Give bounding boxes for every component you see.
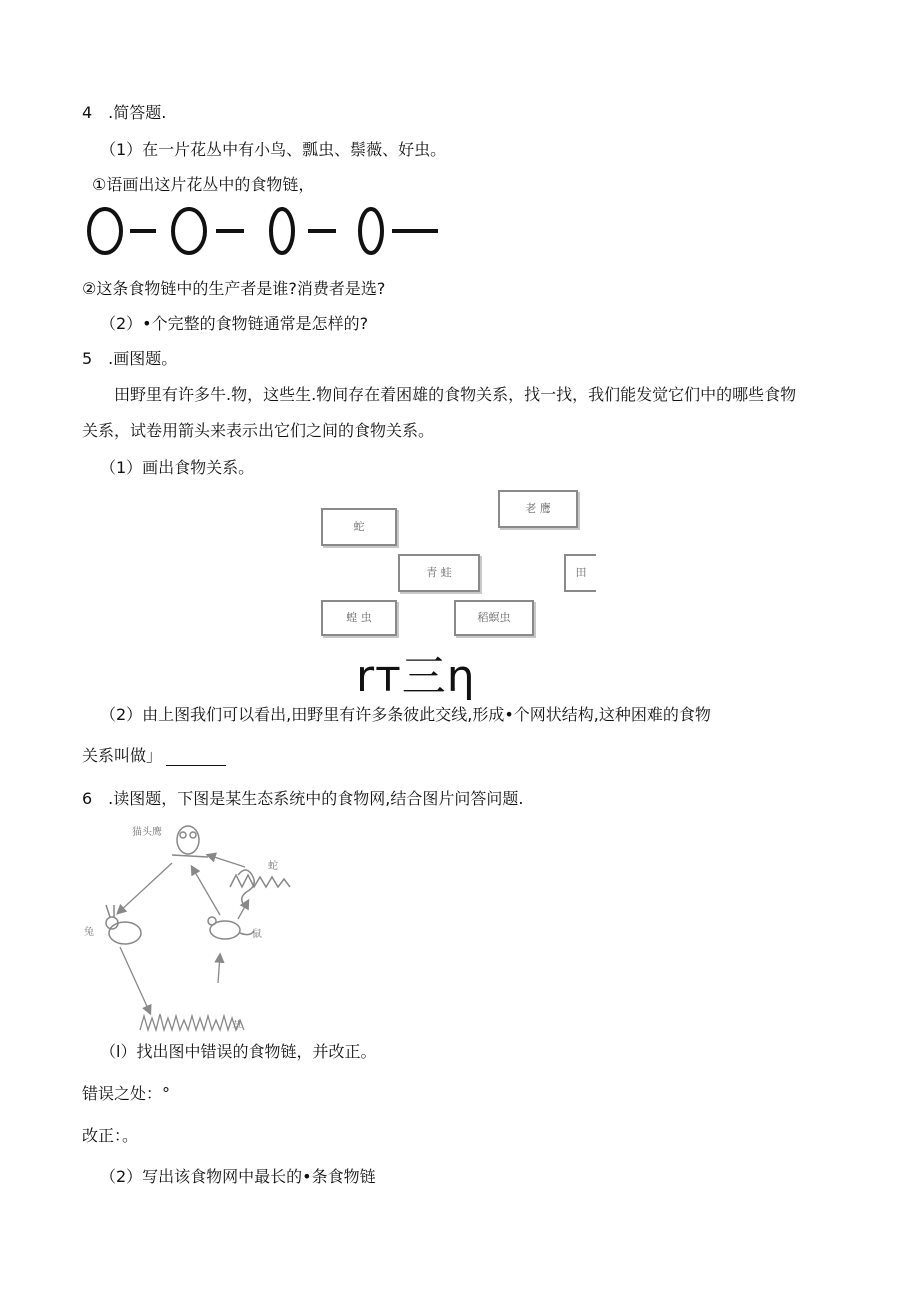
arrow-grass-to-mouse bbox=[218, 955, 220, 983]
food-web-drawing bbox=[80, 815, 320, 1035]
arrow-snake-to-owl bbox=[208, 855, 245, 867]
q4-part1-b: ②这条食物链中的生产者是谁?消费者是选? bbox=[82, 279, 386, 298]
q6-error: 错误之处：° bbox=[82, 1084, 171, 1103]
arrow-rabbit-to-grass bbox=[120, 947, 150, 1013]
card-field: 田 bbox=[564, 554, 596, 592]
food-chain-shapes bbox=[86, 203, 446, 259]
chain-oval-2 bbox=[173, 209, 205, 253]
q6-title: 6 .读图题，下图是某生态系统中的食物网,结合图片问答问题. bbox=[82, 789, 524, 808]
q4-part1-a: ①语画出这片花丛中的食物链， bbox=[92, 175, 315, 194]
chain-oval-1 bbox=[89, 209, 121, 253]
q5-intro-line1: 田野里有许多牛.物，这些生.物间存在着困雄的食物关系，找一找，我们能发觉它们中的哪些食物 bbox=[114, 385, 797, 404]
q5-part1: （1）画出食物关系。 bbox=[100, 458, 255, 477]
q6-part2: （2）写出该食物网中最长的•条食物链 bbox=[100, 1167, 376, 1186]
label-owl: 猫头鹰 bbox=[132, 827, 162, 838]
q5-part2-line2 bbox=[82, 746, 226, 766]
owl-figure bbox=[172, 826, 208, 857]
q6-part1: （l）找出图中错误的食物链，并改正。 bbox=[100, 1042, 377, 1061]
arrow-mouse-to-owl bbox=[192, 867, 220, 915]
snake-figure bbox=[230, 870, 290, 905]
label-snake: 蛇 bbox=[268, 861, 278, 872]
q4-part2: （2）•个完整的食物链通常是怎样的? bbox=[100, 314, 369, 333]
label-grass: 草 bbox=[232, 1021, 242, 1032]
q4-title: 4 .简答题. bbox=[82, 103, 167, 122]
chain-oval-3 bbox=[271, 209, 293, 253]
card-locust: 蝗 虫 bbox=[321, 600, 397, 636]
grass-figure bbox=[140, 1014, 244, 1030]
card-rice-borer: 稻螟虫 bbox=[454, 600, 534, 636]
card-frog: 青 蛙 bbox=[398, 554, 480, 592]
food-chain-diagram bbox=[86, 203, 446, 259]
label-mouse: 鼠 bbox=[252, 929, 262, 940]
mouse-figure bbox=[208, 917, 254, 939]
q6-fix: 改正：。 bbox=[82, 1126, 139, 1145]
card-snake: 蛇 bbox=[321, 508, 397, 546]
label-rabbit: 兔 bbox=[84, 927, 94, 938]
q4-part1: （1）在一片花丛中有小鸟、瓢虫、鬃薇、好虫。 bbox=[100, 140, 447, 159]
food-web-diagram bbox=[80, 815, 320, 1035]
food-web-arrows bbox=[118, 855, 248, 1013]
q5-intro-line2: 关系，试卷用箭头来表示出它们之间的食物关系。 bbox=[82, 421, 435, 440]
card-eagle: 老 鹰 bbox=[498, 490, 578, 528]
q5-part2-line1: （2）由上图我们可以看出,田野里有许多条彼此交线,形成•个网状结构,这种困难的食物 bbox=[100, 705, 711, 724]
rabbit-figure bbox=[106, 905, 141, 944]
chain-oval-4 bbox=[360, 209, 382, 253]
garbled-text: rт三η bbox=[356, 651, 476, 702]
q5-title: 5 .画图题。 bbox=[82, 349, 178, 368]
q5-part2-text: 关系叫做」 bbox=[82, 746, 163, 765]
answer-blank[interactable] bbox=[166, 749, 226, 766]
arrow-owl-to-rabbit bbox=[118, 863, 172, 913]
